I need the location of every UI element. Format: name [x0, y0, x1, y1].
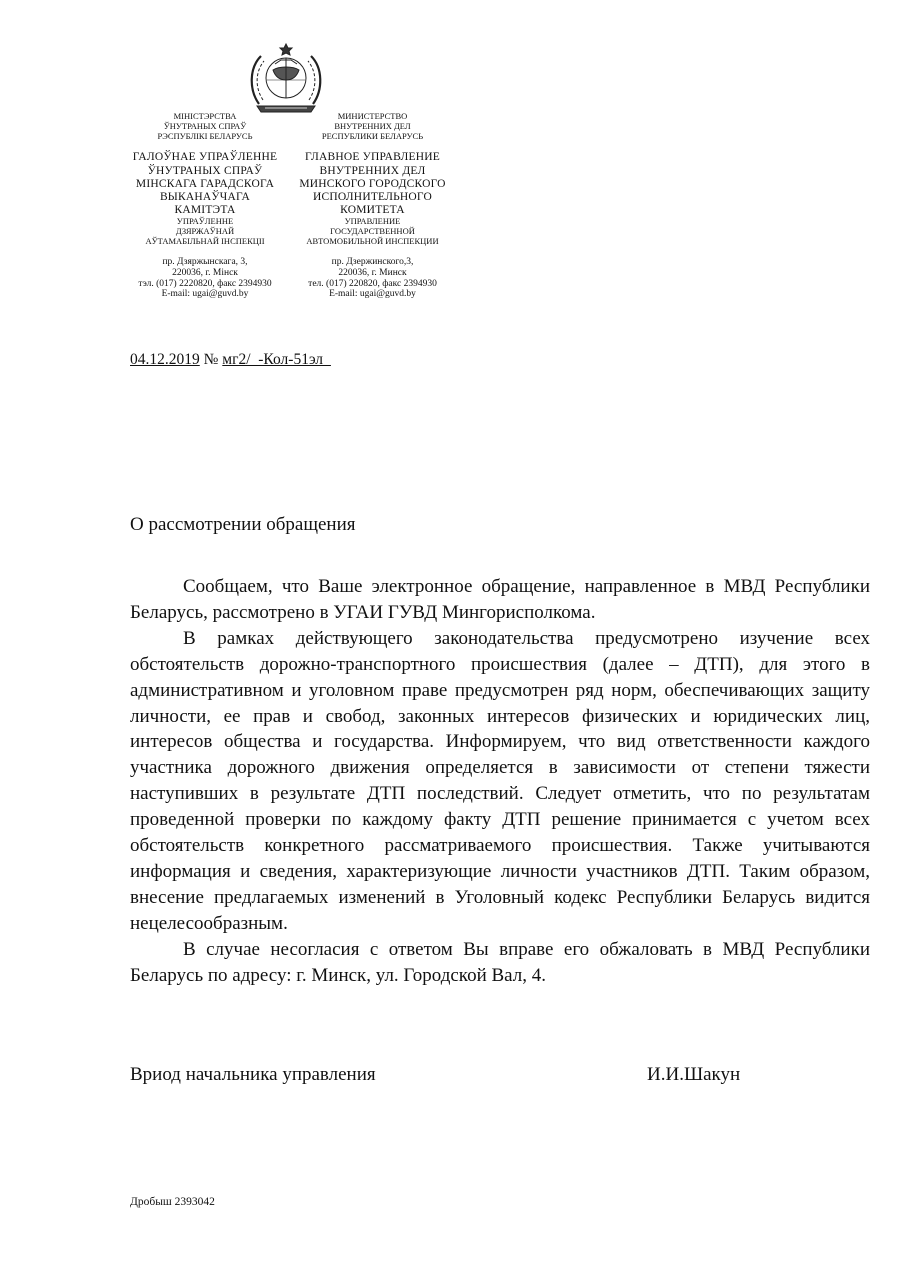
department-line: ЎНУТРАНЫХ СПРАЎ: [147, 164, 263, 177]
executor-note: Дробыш 2393042: [130, 1196, 215, 1208]
letter-body: [130, 574, 870, 989]
ministry-line: МИНИСТЕРСТВО: [337, 111, 408, 121]
signature-name: И.И.Шакун: [647, 1064, 741, 1085]
department-line: ВНУТРЕННИХ ДЕЛ: [319, 164, 426, 177]
number-sign: №: [203, 351, 219, 368]
unit-line: УПРАВЛЕНИЕ: [344, 216, 401, 227]
phone-line: тэл. (017) 2220820, факс 2394930: [138, 278, 272, 289]
ministry-line: РЕСПУБЛИКИ БЕЛАРУСЬ: [321, 130, 424, 141]
unit-line: АВТОМОБИЛЬНОЙ ИНСПЕКЦИИ: [306, 235, 439, 246]
ministry-line: РЭСПУБЛІКІ БЕЛАРУСЬ: [157, 130, 253, 141]
ministry-line: ЎНУТРАНЫХ СПРАЎ: [163, 120, 247, 131]
department-line: КАМІТЭТА: [174, 204, 236, 217]
department-line: МИНСКОГО ГОРОДСКОГО: [299, 177, 446, 190]
registration-number: мг2/_-Кол-51эл_: [222, 351, 331, 368]
body-paragraph: В рамках действующего законодательства предусмотрено изучение всех обстоятельств дорожно-транспортного происшествия (далее – ДТП), для этого в административном и уголовном праве предусмотрен ряд норм, обеспечивающих защиту личности, ее прав и свобод, законных интересов физических и юридических лиц, интересов общества и государства. Информируем, что вид ответственности каждого участника дорожного движения определяется в зависимости от степени тяжести наступивших в результате ДТП последствий. Следует отметить, что по результатам проведенной проверки по каждому факту ДТП решение принимается с учетом всех обстоятельств конкретного рассматриваемого происшествия. Также учитываются информация и сведения, характеризующие личности участников ДТП. Таким образом, внесение предлагаемых изменений в Уголовный кодекс Республики Беларусь видится нецелесообразным.: [130, 627, 870, 934]
address-line: пр. Дзяржынскага, 3,: [162, 256, 248, 267]
signature-position: Вриод начальника управления: [130, 1064, 376, 1085]
email-line: E-mail: ugai@guvd.by: [161, 289, 249, 300]
body-paragraph: Сообщаем, что Ваше электронное обращение, направленное в МВД Республики Беларусь, рассмотрено в УГАИ ГУВД Мингорисполкома.: [130, 576, 870, 623]
address-line: 220036, г. Минск: [338, 267, 407, 278]
department-line: ИСПОЛНИТЕЛЬНОГО: [313, 190, 432, 203]
unit-line: ДЗЯРЖАЎНАЙ: [175, 226, 235, 237]
department-line: ВЫКАНАЎЧАГА: [159, 190, 251, 203]
address-line: 220036, г. Мінск: [172, 267, 238, 278]
address-line: пр. Дзержинского,3,: [331, 256, 414, 267]
ministry-line: ВНУТРЕННИХ ДЕЛ: [334, 120, 411, 131]
ministry-line: МІНІСТЭРСТВА: [173, 111, 237, 121]
letterhead-ru: [290, 112, 455, 300]
unit-line: ГОСУДАРСТВЕННОЙ: [330, 226, 415, 237]
letterhead-by: [120, 112, 290, 300]
registration-date: 04.12.2019: [130, 351, 200, 368]
body-paragraph: В случае несогласия с ответом Вы вправе его обжаловать в МВД Республики Беларусь по адресу: г. Минск, ул. Городской Вал, 4.: [130, 938, 870, 986]
department-line: ГЛАВНОЕ УПРАВЛЕНИЕ: [304, 151, 441, 164]
department-line: МІНСКАГА ГАРАДСКОГА: [135, 177, 275, 190]
unit-line: УПРАЎЛЕННЕ: [176, 216, 234, 227]
department-line: КОМИТЕТА: [340, 204, 405, 217]
phone-line: тел. (017) 220820, факс 2394930: [308, 278, 437, 289]
department-line: ГАЛОЎНАЕ УПРАЎЛЕННЕ: [132, 151, 278, 164]
email-line: E-mail: ugai@guvd.by: [329, 289, 416, 300]
state-emblem-icon: [245, 40, 327, 118]
letter-subject: О рассмотрении обращения: [130, 514, 356, 535]
registration-line: [130, 351, 331, 369]
unit-line: АЎТАМАБІЛЬНАЙ ІНСПЕКЦІІ: [145, 235, 265, 246]
